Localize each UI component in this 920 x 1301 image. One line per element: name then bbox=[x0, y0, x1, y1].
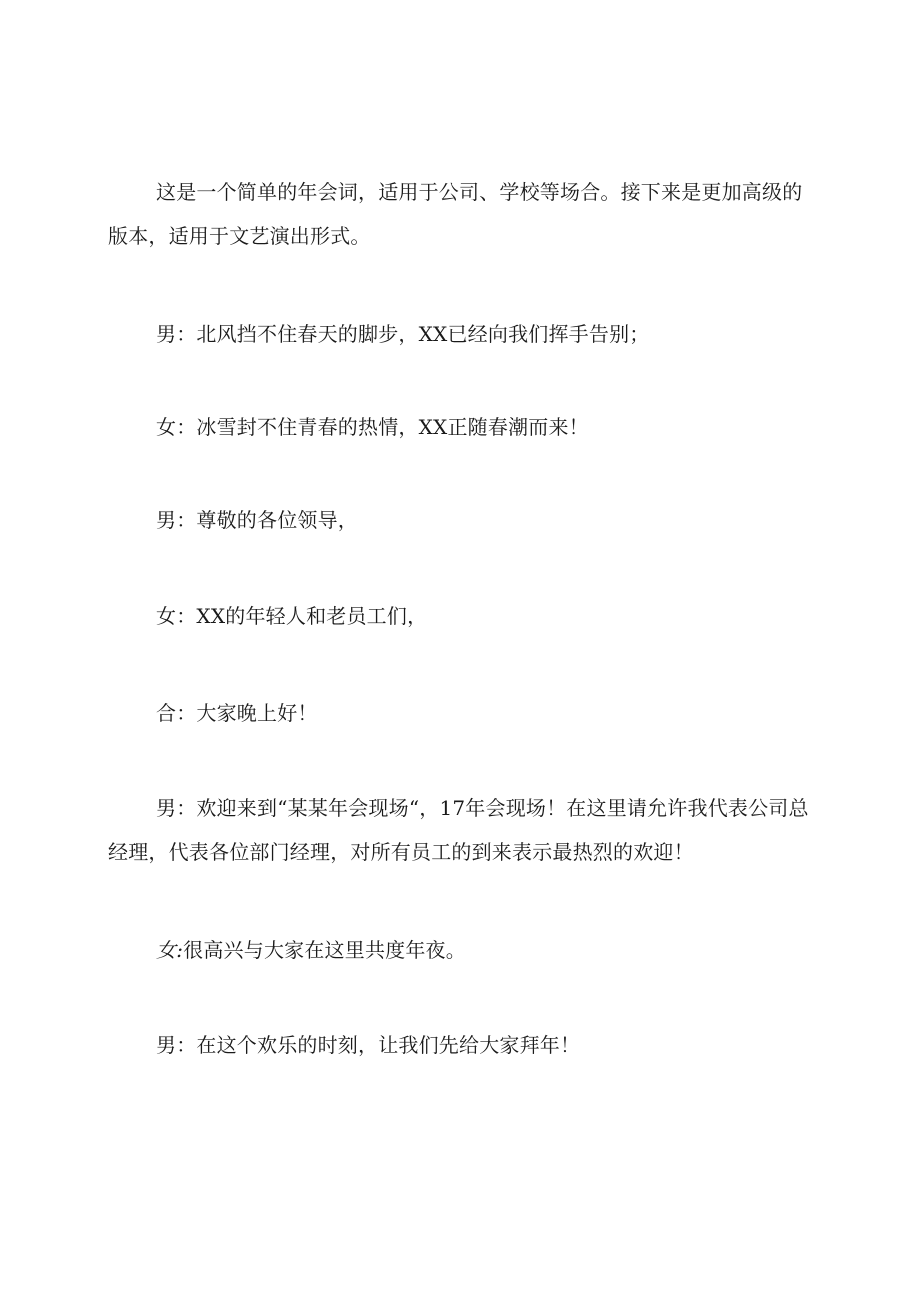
line-text: 很高兴与大家在这里共度年夜。 bbox=[183, 938, 466, 962]
dialogue-line bbox=[108, 312, 812, 356]
dialogue-line bbox=[108, 1023, 812, 1067]
line-text: 北风挡不住春天的脚步，XX已经向我们挥手告别； bbox=[196, 322, 650, 346]
line-text: 冰雪封不住青春的热情，XX正随春潮而来！ bbox=[196, 415, 589, 439]
speaker-label: 男： bbox=[156, 508, 197, 532]
line-text: 欢迎来到“某某年会现场“，17年会现场！在这里请允许我代表公司总经理，代表各位部门经理，对所有员工的到来表示最热烈的欢迎！ bbox=[108, 796, 809, 864]
speaker-label: 女： bbox=[156, 604, 197, 628]
speaker-label: 合： bbox=[156, 701, 197, 725]
dialogue-line bbox=[108, 405, 812, 449]
dialogue-line bbox=[108, 498, 812, 542]
line-text: XX的年轻人和老员工们， bbox=[196, 604, 428, 628]
line-text: 在这个欢乐的时刻，让我们先给大家拜年！ bbox=[196, 1033, 581, 1057]
dialogue-line bbox=[108, 691, 812, 735]
speaker-label: 女： bbox=[156, 415, 197, 439]
speaker-label: 男： bbox=[156, 1033, 197, 1057]
dialogue-line bbox=[108, 594, 812, 638]
speaker-label: 男： bbox=[156, 322, 197, 346]
dialogue-line bbox=[108, 786, 812, 874]
speaker-label: 女: bbox=[156, 938, 184, 962]
paragraph-text: 这是一个简单的年会词，适用于公司、学校等场合。接下来是更加高级的版本，适用于文艺演出形式。 bbox=[108, 180, 803, 248]
speaker-label: 男： bbox=[156, 796, 197, 820]
line-text: 大家晚上好！ bbox=[196, 701, 318, 725]
intro-paragraph bbox=[108, 170, 812, 258]
line-text: 尊敬的各位领导， bbox=[196, 508, 359, 532]
dialogue-line bbox=[108, 928, 812, 972]
